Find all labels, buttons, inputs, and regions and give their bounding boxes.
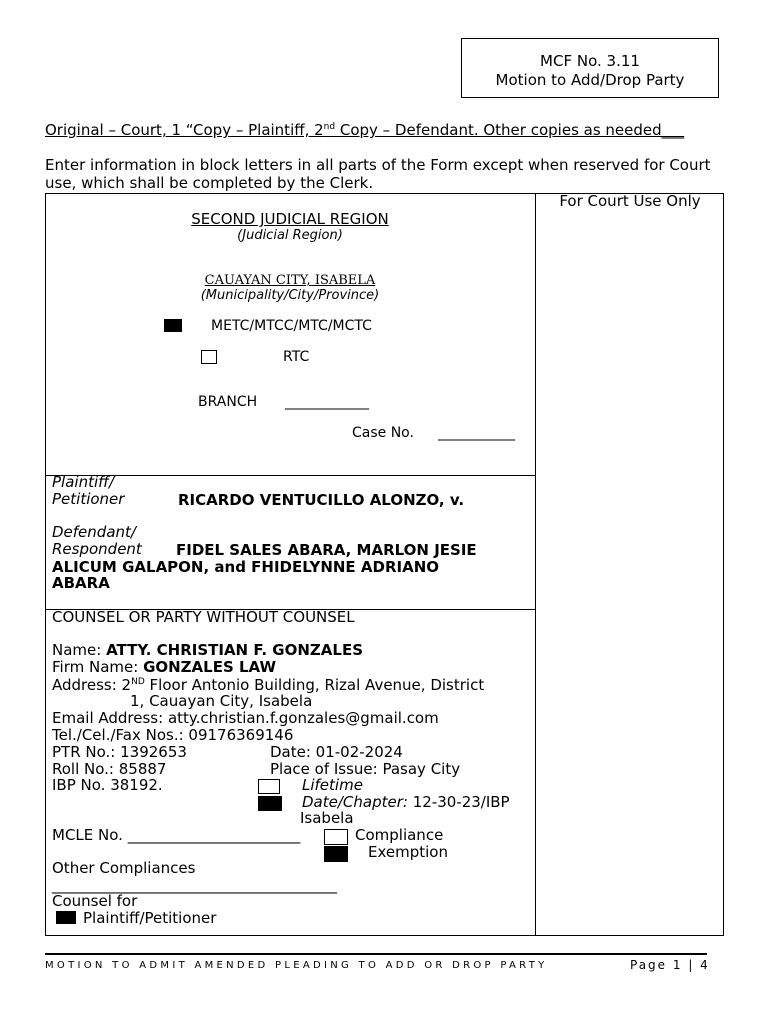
defendant-name-line2: ALICUM GALAPON, and FHIDELYNNE ADRIANO [52, 558, 439, 576]
block-letters-instruction: Enter information in block letters in all parts of the Form except when reserved for Court use, which shall be completed by the Clerk. [45, 156, 711, 192]
case-no-field[interactable]: ___________ [438, 425, 515, 441]
counsel-for-label: Counsel for [52, 892, 138, 910]
copies-sup: nd [323, 122, 336, 132]
defendant-label [52, 524, 142, 558]
page-number: Page 1 | 4 [630, 958, 710, 972]
address-line2: 1, Cauayan City, Isabela [130, 692, 313, 710]
date-chapter-value: 12-30-23/IBP [407, 793, 510, 811]
branch-label: BRANCH [198, 394, 258, 410]
judicial-region-label: (Judicial Region) [237, 228, 343, 243]
date-chapter-line2: Isabela [300, 809, 354, 827]
plaintiff-petitioner-checkbox[interactable] [56, 911, 76, 924]
rtc-label: RTC [283, 349, 310, 365]
court-use-label: For Court Use Only [559, 192, 701, 210]
municipality-label: (Municipality/City/Province) [200, 288, 380, 303]
ptr-number: PTR No.: 1392653 [52, 743, 187, 761]
judicial-region-value: SECOND JUDICIAL REGION [191, 210, 389, 228]
case-no-label: Case No. [352, 425, 414, 441]
place-of-issue: Place of Issue: Pasay City [270, 760, 461, 778]
defendant-label-line1: Defendant/ [52, 523, 136, 541]
counsel-for-value: Plaintiff/Petitioner [83, 909, 217, 927]
form-title: Motion to Add/Drop Party [495, 71, 685, 89]
branch-field[interactable]: ____________ [285, 394, 369, 410]
exemption-label: Exemption [368, 843, 448, 861]
footer-title: MOTION TO ADMIT AMENDED PLEADING TO ADD OR DROP PARTY [45, 960, 548, 971]
signature-line[interactable]: ______________________________________ [52, 876, 337, 894]
counsel-name: ATTY. CHRISTIAN F. GONZALES [106, 641, 363, 659]
other-compliances-label: Other Compliances [52, 859, 196, 877]
copies-text-pre: Original – Court, 1 “Copy – Plaintiff, 2 [45, 121, 324, 139]
defendant-name-line3: ABARA [52, 574, 110, 592]
lifetime-label: Lifetime [302, 776, 363, 794]
address-sup: ND [131, 677, 145, 687]
firm-name-row [52, 658, 276, 676]
counsel-name-label: Name: [52, 641, 107, 659]
date-chapter-label: Date/Chapter: [302, 793, 408, 811]
compliance-checkbox[interactable] [324, 829, 348, 845]
metc-checkbox[interactable] [164, 319, 182, 332]
defendant-name-line1: FIDEL SALES ABARA, MARLON JESIE [176, 541, 477, 559]
copies-instruction [45, 121, 735, 139]
metc-label: METC/MTCC/MTC/MCTC [211, 318, 372, 334]
exemption-checkbox[interactable] [324, 846, 348, 862]
email-row: Email Address: atty.christian.f.gonzales@gmail.com [52, 709, 439, 727]
mcle-row[interactable]: MCLE No. _______________________ [52, 826, 301, 844]
ibp-number: IBP No. 38192. [52, 776, 163, 794]
lifetime-checkbox[interactable] [258, 779, 280, 794]
tel-row: Tel./Cel./Fax Nos.: 09176369146 [52, 726, 294, 744]
copies-text-post: Copy – Defendant. Other copies as needed___ [335, 121, 685, 139]
footer-rule [45, 953, 707, 955]
firm-name-label: Firm Name: [52, 658, 144, 676]
court-use-divider [535, 193, 536, 936]
form-number-box [461, 38, 719, 98]
plaintiff-label [52, 474, 124, 508]
date-chapter-checkbox[interactable] [258, 796, 282, 811]
plaintiff-label-line2: Petitioner [52, 490, 125, 508]
plaintiff-label-line1: Plaintiff/ [52, 473, 115, 491]
plaintiff-name: RICARDO VENTUCILLO ALONZO, v. [178, 491, 465, 509]
rtc-checkbox[interactable] [201, 350, 217, 364]
roll-number: Roll No.: 85887 [52, 760, 167, 778]
address-post: Floor Antonio Building, Rizal Avenue, District [144, 676, 485, 694]
ptr-date: Date: 01-02-2024 [270, 743, 403, 761]
municipality-value: CAUAYAN CITY, ISABELA [204, 273, 376, 288]
address-pre: Address: 2 [52, 676, 132, 694]
compliance-label: Compliance [355, 826, 444, 844]
form-number: MCF No. 3.11 [540, 52, 640, 70]
counsel-heading: COUNSEL OR PARTY WITHOUT COUNSEL [52, 608, 355, 626]
firm-name: GONZALES LAW [143, 658, 277, 676]
defendant-label-line2: Respondent [52, 540, 142, 558]
counsel-name-row [52, 641, 363, 659]
